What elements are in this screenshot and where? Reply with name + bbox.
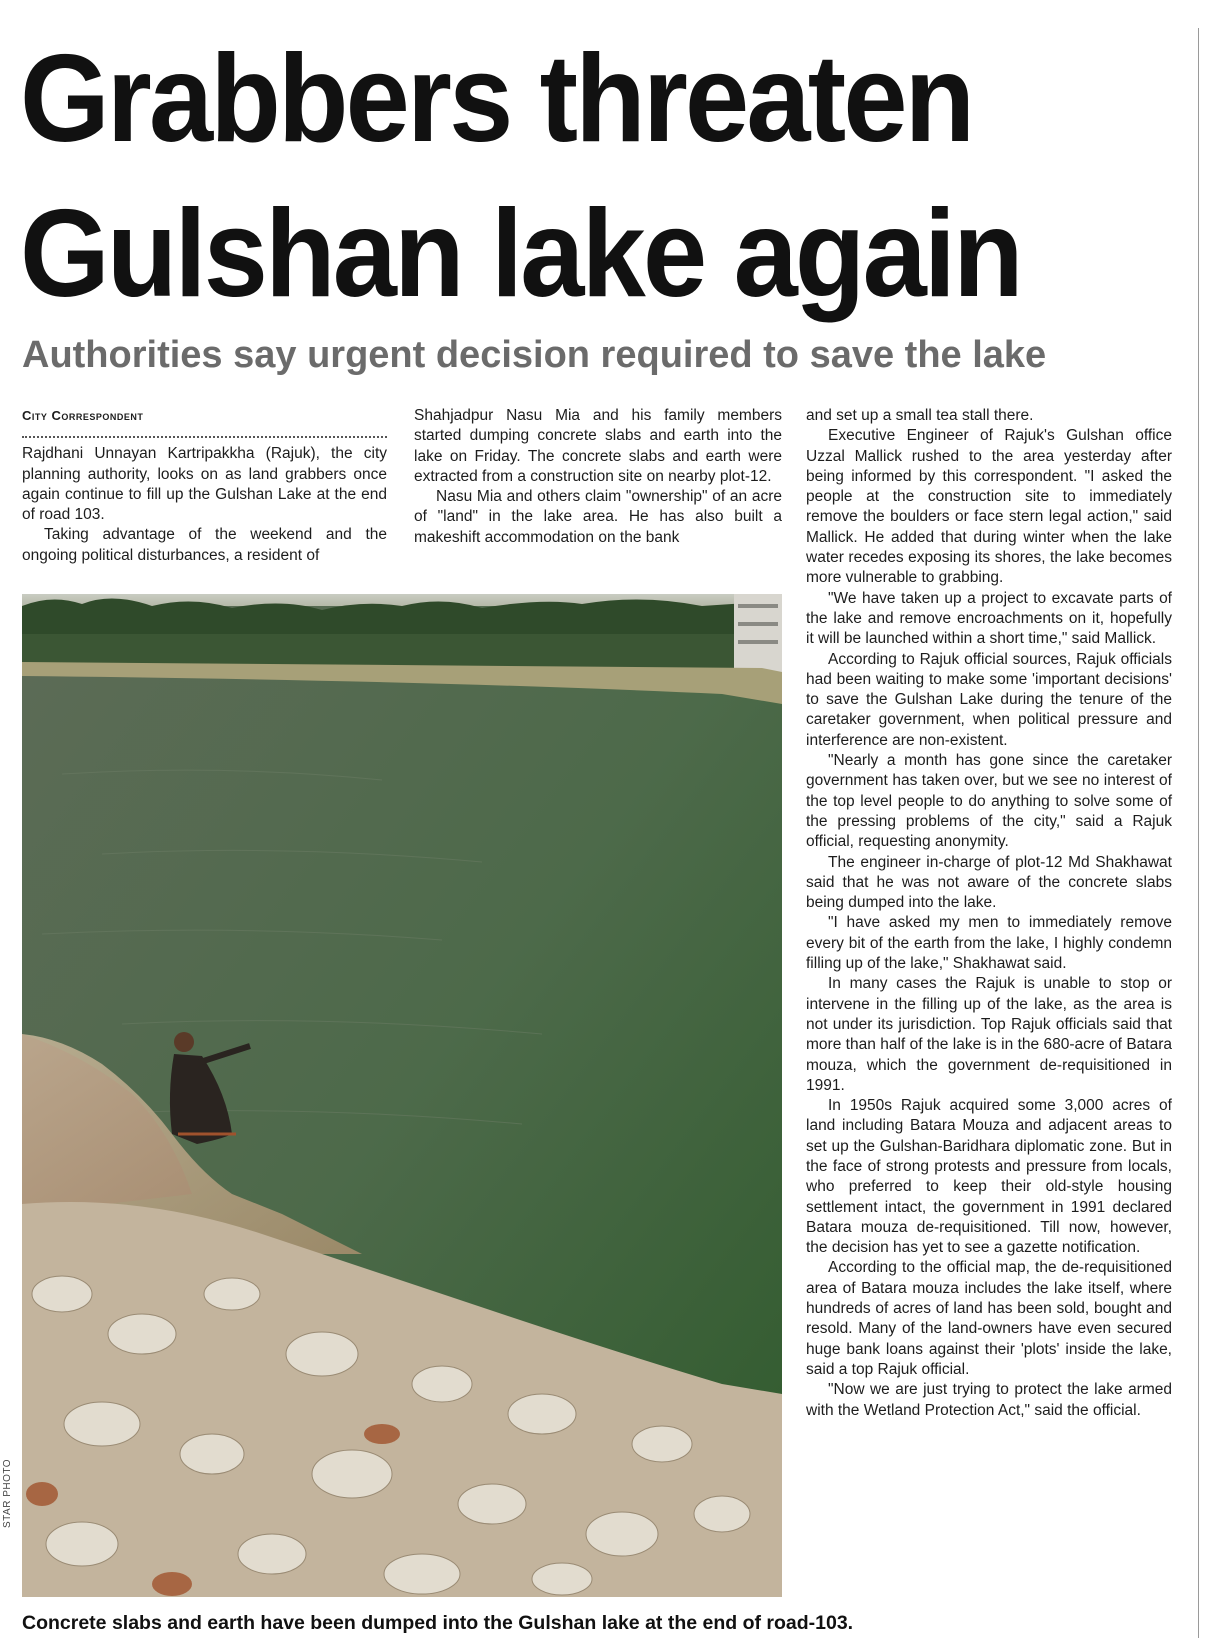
photo-credit: STAR PHOTO: [2, 1458, 13, 1528]
paragraph: Rajdhani Unnayan Kartripakkha (Rajuk), the city planning authority, looks on as land grabbers once again continue to fill up the Gulshan Lake at the end of road 103.: [22, 445, 387, 524]
photo-caption: Concrete slabs and earth have been dumped into the Gulshan lake at the end of road-103.: [22, 1612, 854, 1634]
paragraph: Shahjadpur Nasu Mia and his family members started dumping concrete slabs and earth into the lake on Friday. The concrete slabs and earth were extracted from a construction site on nearby plot-12.: [414, 407, 782, 485]
page-edge-rule: [1198, 28, 1199, 1638]
byline-divider: [22, 428, 387, 438]
paragraph: "Nearly a month has gone since the caretaker government has taken over, but we see no interest of the top level people to do anything to solve some of the pressing problems of the city," said a Rajuk official, requesting anonymity.: [806, 752, 1172, 851]
paragraph: "Now we are just trying to protect the lake armed with the Wetland Protection Act," said the official.: [806, 1381, 1172, 1419]
paragraph: Executive Engineer of Rajuk's Gulshan office Uzzal Mallick rushed to the area yesterday after being informed by this correspondent. "I asked the people at the construction site to immediately remove the boulders or face stern legal action," said Mallick. He added that during winter when the lake water recedes exposing its shores, the lake becomes more vulnerable to grabbing.: [806, 427, 1172, 587]
article-column-3: [806, 406, 1172, 1421]
paragraph: The engineer in-charge of plot-12 Md Shakhawat said that he was not aware of the concrete slabs being dumped into the lake.: [806, 853, 1172, 912]
byline: City Correspondent: [22, 408, 144, 423]
paragraph: In 1950s Rajuk acquired some 3,000 acres of land including Batara Mouza and adjacent areas to set up the Gulshan-Baridhara diplomatic zone. But in the face of strong protests and pressure from locals, who preferred to keep their old-style housing settlement intact, the government in 1991 declared Batara mouza de-requisitioned. Till now, however, the decision has yet to see a gazette notification.: [806, 1097, 1172, 1257]
paragraph: According to Rajuk official sources, Rajuk officials had been waiting to make some 'important decisions' to save the Gulshan Lake during the tenure of the caretaker government, when political pressure and interference are non-existent.: [806, 650, 1172, 749]
paragraph: Nasu Mia and others claim "ownership" of an acre of "land" in the lake area. He has also built a makeshift accommodation on the bank: [414, 488, 782, 546]
paragraph: and set up a small tea stall there.: [806, 407, 1034, 424]
lake-photo: [22, 594, 782, 1597]
article-column-1: [22, 406, 387, 566]
paragraph: According to the official map, the de-requisitioned area of Batara mouza includes the lake itself, where hundreds of acres of land has been sold, bought and resold. Many of the land-owners have even secured huge bank loans against their 'plots' inside the lake, said a top Rajuk official.: [806, 1259, 1172, 1378]
paragraph: Taking advantage of the weekend and the ongoing political disturbances, a resident of: [22, 526, 387, 564]
paragraph: In many cases the Rajuk is unable to stop or intervene in the filling up of the lake, as the area is not under its jurisdiction. Top Rajuk officials said that more than half of the lake is in the 680-acre of Batara mouza, which the government de-requisitioned in 1991.: [806, 975, 1172, 1094]
article-column-2: [414, 406, 782, 548]
paragraph: "I have asked my men to immediately remove every bit of the earth from the lake, I highly condemn filling up of the lake," Shakhawat said.: [806, 914, 1172, 973]
paragraph: "We have taken up a project to excavate parts of the lake and remove encroachments on it, hopefully it will be launched within a short time," said Mallick.: [806, 589, 1172, 648]
subheadline: Authorities say urgent decision required to save the lake: [22, 334, 1047, 376]
headline: Grabbers threaten Gulshan lake again: [20, 30, 1021, 323]
